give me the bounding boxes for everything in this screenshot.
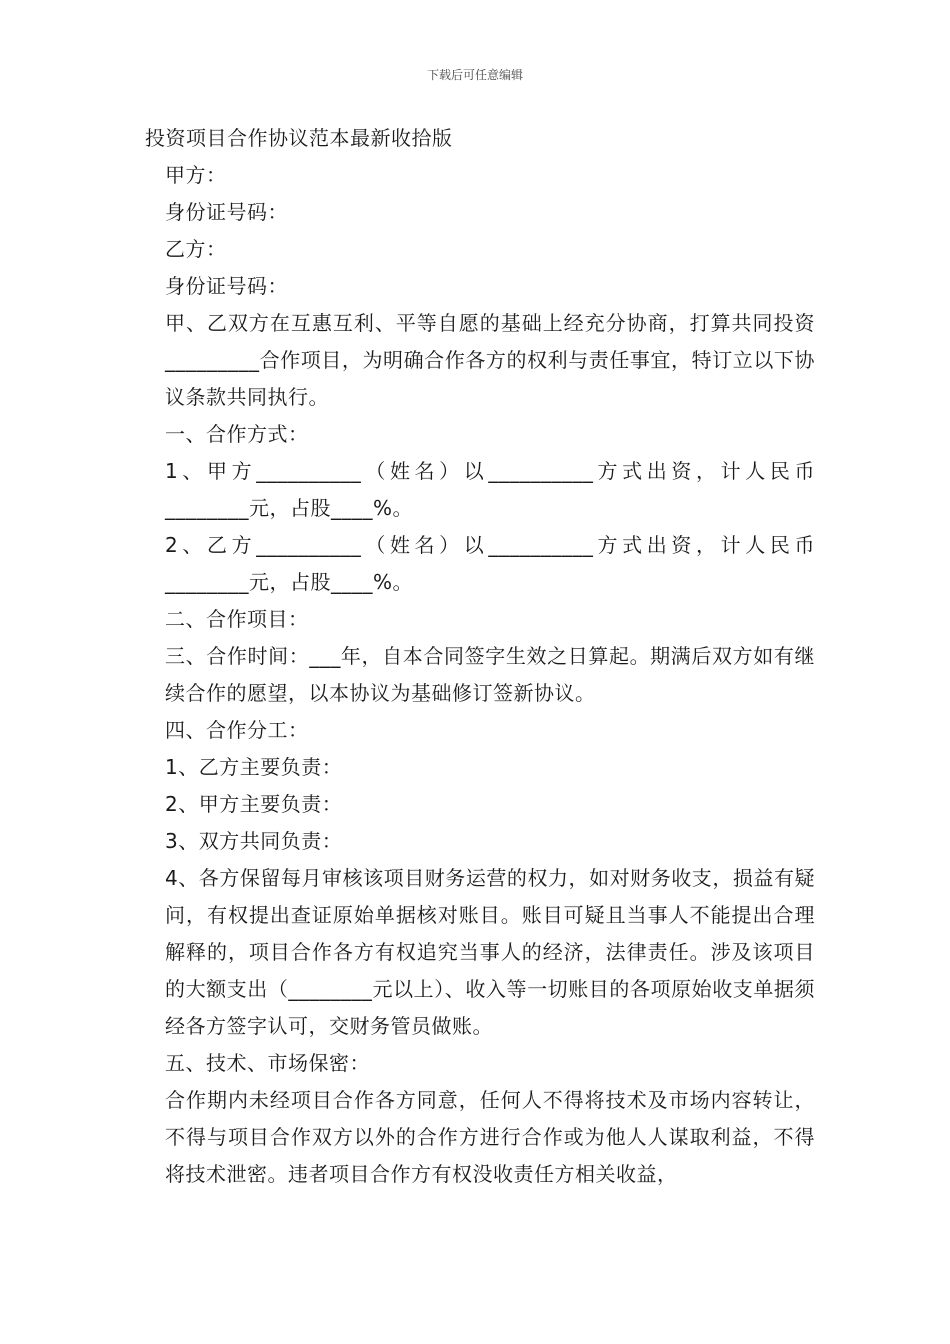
section-4-heading: 四、合作分工： bbox=[165, 718, 309, 742]
party-b-id-label: 身份证号码： bbox=[165, 274, 288, 298]
document-title: 投资项目合作协议范本最新收拾版 bbox=[145, 126, 453, 150]
section-1-heading: 一、合作方式： bbox=[165, 422, 309, 446]
party-a-label: 甲方： bbox=[165, 163, 227, 187]
party-a-id-label: 身份证号码： bbox=[165, 200, 288, 224]
section-4-item-4: 4、各方保留每月审核该项目财务运营的权力，如对财务收支，损益有疑问，有权提出查证原始单据核对账目。账目可疑且当事人不能提出合理解释的，项目合作各方有权追究当事人的经济，法律责任。涉及该项目的大额支出（________元以上）、收入等一切账目的各项原始收支单据须经各方签字认可，交财务管员做账。 bbox=[165, 866, 815, 1038]
section-3-paragraph: 三、合作时间：___年，自本合同签字生效之日算起。期满后双方如有继续合作的愿望，以本协议为基础修订签新协议。 bbox=[165, 644, 815, 705]
section-1-item-2: 2、乙方__________（姓名）以__________方式出资，计人民币________元，占股____%。 bbox=[165, 533, 815, 594]
section-5-paragraph: 合作期内未经项目合作各方同意，任何人不得将技术及市场内容转让，不得与项目合作双方以外的合作方进行合作或为他人人谋取利益，不得将技术泄密。违者项目合作方有权没收责任方相关收益， bbox=[165, 1088, 815, 1186]
intro-paragraph: 甲、乙双方在互惠互利、平等自愿的基础上经充分协商，打算共同投资_________合作项目，为明确合作各方的权利与责任事宜，特订立以下协议条款共同执行。 bbox=[165, 311, 815, 409]
section-1-item-1: 1、甲方__________（姓名）以__________方式出资，计人民币________元，占股____%。 bbox=[165, 459, 815, 520]
section-4-item-2: 2、甲方主要负责： bbox=[165, 792, 343, 816]
section-2-heading: 二、合作项目： bbox=[165, 607, 309, 631]
page-header: 下载后可任意编辑 bbox=[426, 68, 523, 82]
section-4-item-3: 3、双方共同负责： bbox=[165, 829, 343, 853]
party-b-label: 乙方： bbox=[165, 237, 227, 261]
section-5-heading: 五、技术、市场保密： bbox=[165, 1051, 370, 1075]
document-body bbox=[145, 120, 815, 1193]
section-4-item-1: 1、乙方主要负责： bbox=[165, 755, 343, 779]
